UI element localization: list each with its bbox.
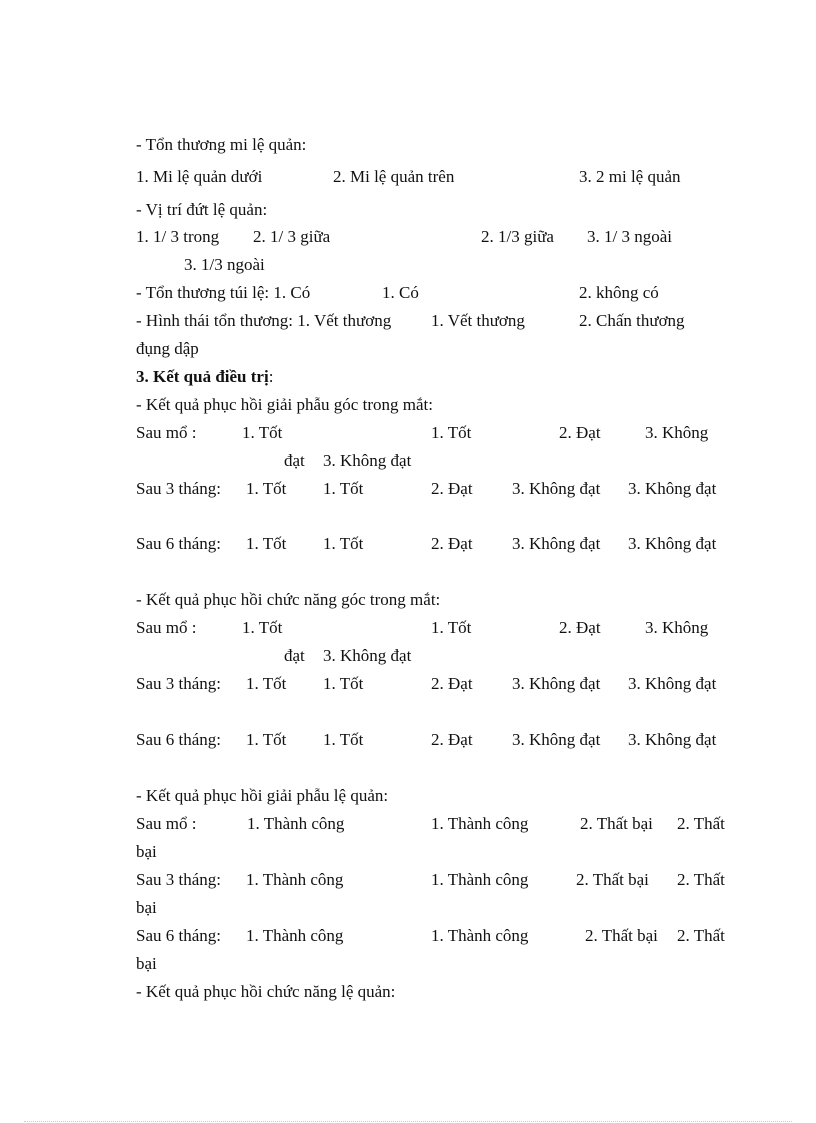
function-angle-m3-label: Sau 3 tháng: (136, 674, 221, 693)
lacrimal-sac-label: - Tổn thương túi lệ: 1. Có (136, 283, 311, 302)
function-angle-m3-c3: 2. Đạt (431, 674, 473, 693)
lesion-option-3: 3. 2 mi lệ quản (579, 167, 681, 186)
function-canaliculus-heading: - Kết quả phục hồi chức năng lệ quản: (136, 982, 396, 1001)
function-angle-postop-cont1: đạt (284, 646, 305, 665)
anatomy-canaliculus-heading: - Kết quả phục hồi giải phẫu lệ quản: (136, 786, 389, 805)
function-angle-m3-c1: 1. Tốt (246, 674, 287, 693)
function-angle-postop-c1: 1. Tốt (242, 618, 283, 637)
anatomy-angle-m6-c5: 3. Không đạt (628, 534, 717, 553)
anatomy-canaliculus-m6-c1: 1. Thành công (246, 926, 344, 945)
tear-option-1: 1. 1/ 3 trong (136, 227, 220, 246)
anatomy-canaliculus-m3-c3: 2. Thất bại (576, 870, 649, 889)
function-angle-m6-c4: 3. Không đạt (512, 730, 601, 749)
function-angle-postop-cont2: 3. Không đạt (323, 646, 412, 665)
anatomy-canaliculus-m6-c3: 2. Thất bại (585, 926, 658, 945)
anatomy-canaliculus-postop-c3: 2. Thất bại (580, 814, 653, 833)
lacrimal-sac-option-1: 1. Có (382, 283, 419, 302)
anatomy-angle-postop-cont2: 3. Không đạt (323, 451, 412, 470)
function-angle-postop-c2: 1. Tốt (431, 618, 472, 637)
tear-option-3: 2. 1/3 giữa (481, 227, 554, 246)
anatomy-angle-postop-label: Sau mổ : (136, 423, 197, 442)
anatomy-canaliculus-m3-c2: 1. Thành công (431, 870, 529, 889)
anatomy-canaliculus-postop-label: Sau mổ : (136, 814, 197, 833)
anatomy-angle-m6-c2: 1. Tốt (323, 534, 364, 553)
anatomy-angle-m6-c3: 2. Đạt (431, 534, 473, 553)
lesion-canaliculus-heading: - Tổn thương mi lệ quản: (136, 135, 307, 154)
anatomy-angle-m3-c4: 3. Không đạt (512, 479, 601, 498)
anatomy-angle-m3-label: Sau 3 tháng: (136, 479, 221, 498)
anatomy-canaliculus-postop-cont: bại (136, 842, 157, 861)
function-angle-m6-c3: 2. Đạt (431, 730, 473, 749)
lesion-morphology-label: - Hình thái tổn thương: 1. Vết thương (136, 311, 392, 330)
tear-option-2: 2. 1/ 3 giữa (253, 227, 331, 246)
anatomy-angle-m3-c1: 1. Tốt (246, 479, 287, 498)
anatomy-angle-m6-c4: 3. Không đạt (512, 534, 601, 553)
section-3-title-text: 3. Kết quả điều trị (136, 367, 269, 386)
function-angle-m3-c4: 3. Không đạt (512, 674, 601, 693)
footer-rule (24, 1121, 792, 1122)
anatomy-angle-postop-c2: 1. Tốt (431, 423, 472, 442)
lacrimal-sac-option-2: 2. không có (579, 283, 659, 302)
morphology-option-1: 1. Vết thương (431, 311, 525, 330)
anatomy-canaliculus-m3-c4: 2. Thất (677, 870, 725, 889)
function-angle-m3-c2: 1. Tốt (323, 674, 364, 693)
anatomy-angle-postop-c4: 3. Không (645, 423, 709, 442)
function-angle-postop-c3: 2. Đạt (559, 618, 601, 637)
morphology-continuation: đụng dập (136, 339, 199, 358)
tear-option-5: 3. 1/3 ngoài (184, 255, 265, 274)
anatomy-canaliculus-m6-c4: 2. Thất (677, 926, 725, 945)
anatomy-canaliculus-postop-c4: 2. Thất (677, 814, 725, 833)
function-angle-m6-c1: 1. Tốt (246, 730, 287, 749)
anatomy-canaliculus-m3-cont: bại (136, 898, 157, 917)
anatomy-canaliculus-m6-c2: 1. Thành công (431, 926, 529, 945)
morphology-option-2: 2. Chấn thương (579, 311, 685, 330)
anatomy-canaliculus-m6-label: Sau 6 tháng: (136, 926, 221, 945)
anatomy-angle-postop-c3: 2. Đạt (559, 423, 601, 442)
section-3-title (136, 368, 273, 385)
lesion-option-1: 1. Mi lệ quản dưới (136, 167, 263, 186)
anatomy-angle-m3-c3: 2. Đạt (431, 479, 473, 498)
function-angle-m6-label: Sau 6 tháng: (136, 730, 221, 749)
anatomy-angle-m3-c2: 1. Tốt (323, 479, 364, 498)
anatomy-canaliculus-postop-c2: 1. Thành công (431, 814, 529, 833)
anatomy-angle-m6-c1: 1. Tốt (246, 534, 287, 553)
anatomy-angle-postop-c1: 1. Tốt (242, 423, 283, 442)
tear-position-heading: - Vị trí đứt lệ quản: (136, 200, 268, 219)
function-angle-heading: - Kết quả phục hồi chức năng góc trong mắt: (136, 590, 441, 609)
function-angle-m6-c5: 3. Không đạt (628, 730, 717, 749)
function-angle-m6-c2: 1. Tốt (323, 730, 364, 749)
anatomy-angle-heading: - Kết quả phục hồi giải phẫu góc trong mắt: (136, 395, 433, 414)
anatomy-canaliculus-m6-cont: bại (136, 954, 157, 973)
function-angle-m3-c5: 3. Không đạt (628, 674, 717, 693)
section-3-colon: : (268, 367, 274, 386)
tear-option-4: 3. 1/ 3 ngoài (587, 227, 672, 246)
anatomy-canaliculus-postop-c1: 1. Thành công (247, 814, 345, 833)
function-angle-postop-label: Sau mổ : (136, 618, 197, 637)
anatomy-angle-postop-cont1: đạt (284, 451, 305, 470)
lesion-option-2: 2. Mi lệ quản trên (333, 167, 455, 186)
anatomy-canaliculus-m3-label: Sau 3 tháng: (136, 870, 221, 889)
anatomy-canaliculus-m3-c1: 1. Thành công (246, 870, 344, 889)
anatomy-angle-m6-label: Sau 6 tháng: (136, 534, 221, 553)
function-angle-postop-c4: 3. Không (645, 618, 709, 637)
anatomy-angle-m3-c5: 3. Không đạt (628, 479, 717, 498)
